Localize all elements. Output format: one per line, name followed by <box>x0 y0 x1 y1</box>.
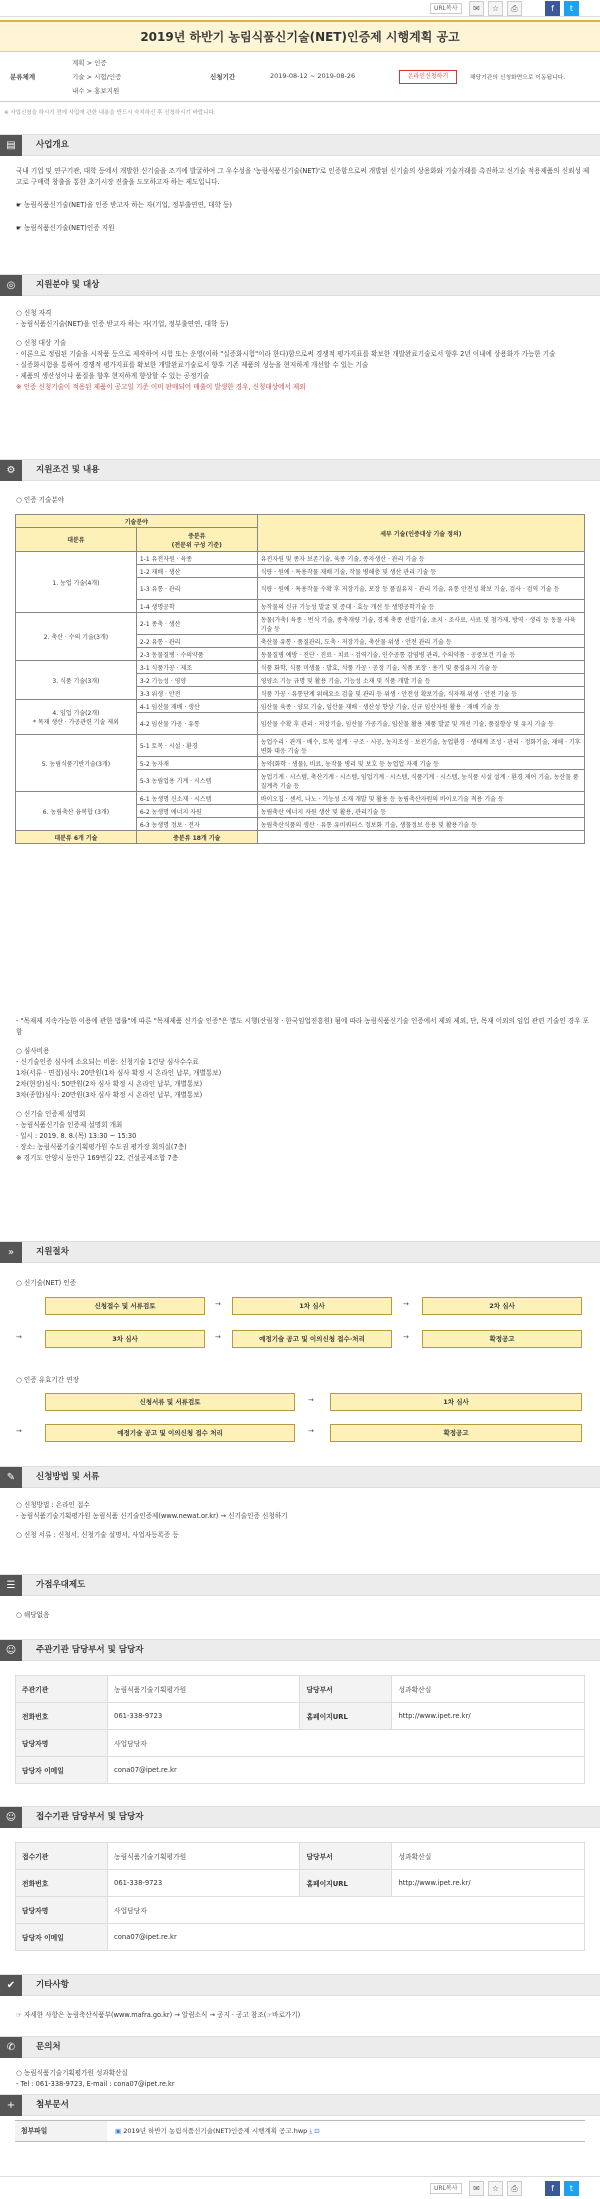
page-title: 2019년 하반기 농림식품신기술(NET)인증제 시행계획 공고 <box>0 20 600 52</box>
text-line: ※ 경기도 안양시 동안구 169번길 22, 건설공제조합 7층 <box>16 1154 179 1162</box>
recv-dept: 성과확산실 <box>392 1843 585 1870</box>
tech-detail-cell: 식품 화학, 식품 미생물 · 발효, 식품 가공 · 공정 기술, 식품 포장 · 용기 및 품질유지 기술 등 <box>257 661 584 674</box>
tech-minor-cell: 3-3 위생 · 안전 <box>136 687 257 700</box>
tech-minor-cell: 4-1 임산물 재배 · 생산 <box>136 700 257 713</box>
text-line: ○ 신청 대상 기술 <box>16 339 67 347</box>
tech-major-cell: 3. 식품 기술(3개) <box>16 661 137 700</box>
arrows-icon: » <box>0 1242 22 1263</box>
section-overview <box>0 134 600 156</box>
top-toolbar <box>0 0 600 17</box>
overview-body <box>16 166 591 234</box>
list-icon: ☰ <box>0 1575 22 1596</box>
section-scale <box>0 459 600 481</box>
tech-minor-cell: 2-1 종축 · 생산 <box>136 613 257 635</box>
text-line: · 장소: 농림식품기술기획평가원 수도권 평가장 회의실(7층) <box>16 1143 187 1151</box>
section-title: 사업개요 <box>36 140 69 150</box>
section-method <box>0 1466 600 1488</box>
plus-icon: + <box>0 2095 22 2116</box>
mail-icon[interactable]: ✉ <box>469 2181 484 2196</box>
category-value-2: 기술 > 시험/인증 <box>72 73 122 81</box>
procedure-sub1: ○ 신기술(NET) 인증 <box>16 1279 77 1287</box>
recv-dept-label: 담당부서 <box>300 1843 392 1870</box>
tech-table-h-detail: 세부 기술(인증대상 기술 정의) <box>257 515 584 552</box>
tech-detail-cell: 농림축산식품의 생산 · 유통 유비쿼터스 정보화 기술, 생물정보 응용 및 활용기술 등 <box>257 818 584 831</box>
facebook-icon[interactable]: f <box>545 1 560 16</box>
tech-detail-cell: 동물(가축) 육종 · 번식 기술, 종축개량 기술, 경제 축종 선발기술, 초지 · 조사료, 사료 및 첨가제, 방역 · 생리 등 동물 사육기술 등 <box>257 613 584 635</box>
arrow-right-icon: → <box>308 1427 314 1435</box>
section-contact <box>0 2036 600 2058</box>
twitter-icon[interactable]: t <box>564 2181 579 2196</box>
text-line: - 이론으로 정립된 기술을 시작품 등으로 제작하여 시험 또는 운영(이하 "실증화시험"이라 한다)함으로써 경쟁적 평가지표를 확보한 개발완료기술로서 향후 2년 이내에 상용화가 가능한 기술 <box>16 350 556 358</box>
tech-table-row <box>16 613 585 635</box>
host-org-label: 주관기관 <box>16 1676 108 1703</box>
flow-step: 1차 심사 <box>232 1297 392 1315</box>
flow-step: 3차 심사 <box>45 1330 205 1348</box>
tech-minor-cell: 1-1 유전자원 · 육종 <box>136 552 257 565</box>
recv-table <box>15 1842 585 1951</box>
print-icon[interactable]: ⎙ <box>507 2181 522 2196</box>
tech-detail-cell: 바이오칩 · 센서, 나노 · 기능성 소재 개발 및 활용 등 농림축산자원의 바이오기술 적용 기술 등 <box>257 792 584 805</box>
text-line: ○ 신청방법 : 온라인 접수 <box>16 1501 90 1509</box>
tech-minor-cell: 5-2 농자재 <box>136 757 257 770</box>
preview-icon[interactable]: ⊡ <box>314 2127 320 2135</box>
tech-detail-cell: 영양소 기능 규명 및 활용 기술, 기능성 소재 및 식품 개발 기술 등 <box>257 674 584 687</box>
tech-major-cell: 5. 농림식품기반기술(3개) <box>16 735 137 792</box>
recv-email-label: 담당자 이메일 <box>16 1924 108 1951</box>
procedure-sub2: ○ 인증 유효기간 연장 <box>16 1376 79 1384</box>
flow-step: 확정공고 <box>330 1424 582 1442</box>
attachment-row <box>15 2120 585 2142</box>
host-tel-label: 전화번호 <box>16 1703 108 1730</box>
recv-tel-label: 전화번호 <box>16 1870 108 1897</box>
tech-detail-cell: 축산물 유통 · 품질관리, 도축 · 저장기술, 축산물 위생 · 안전 관리 기술 등 <box>257 635 584 648</box>
apply-note: 해당기관의 신청화면으로 이동됩니다. <box>470 75 566 81</box>
attachment-label: 첨부파일 <box>15 2121 107 2141</box>
text-line: - 제품의 생산성이나 품질을 향후 현저하게 향상할 수 있는 공정기술 <box>16 372 210 380</box>
tech-minor-cell: 4-2 임산물 가공 · 유통 <box>136 713 257 735</box>
host-email-label: 담당자 이메일 <box>16 1757 108 1784</box>
tech-table-group: 기술분야 <box>16 515 258 528</box>
recv-org-label: 접수기관 <box>16 1843 108 1870</box>
category-value-3: 내수 > 홍보지원 <box>72 87 120 95</box>
tech-minor-cell: 5-3 농림업용 기계 · 시스템 <box>136 770 257 792</box>
text-line: ○ 신기술 인증제 설명회 <box>16 1110 86 1118</box>
tech-minor-cell: 2-3 동물질병 · 수의약품 <box>136 648 257 661</box>
host-url-label: 홈페이지URL <box>300 1703 392 1730</box>
arrow-right-icon: → <box>215 1300 221 1308</box>
method-body <box>16 1500 591 1541</box>
pencil-icon: ✎ <box>0 1467 22 1488</box>
tech-table-h-major: 대분류 <box>16 528 137 552</box>
arrow-right-icon: → <box>403 1333 409 1341</box>
section-files <box>0 2094 600 2116</box>
tech-detail-cell: 식품 가공 · 유통단계 위해요소 검출 및 관리 등 위생 · 안전성 확보기술, 식자재 위생 · 안전 기술 등 <box>257 687 584 700</box>
bookmark-icon[interactable]: ☆ <box>488 1 503 16</box>
section-title: 가점우대제도 <box>36 1580 86 1590</box>
person-icon: ☺ <box>0 1640 22 1661</box>
text-line: - 농림식품신기술 인증제 설명회 개최 <box>16 1121 123 1129</box>
tech-minor-cell: 3-2 기능성 · 영양 <box>136 674 257 687</box>
flow-step: 신청서류 및 서류검토 <box>45 1393 295 1411</box>
host-dept: 성과확산실 <box>392 1676 585 1703</box>
section-title: 지원조건 및 내용 <box>36 465 100 475</box>
host-person: 사업담당자 <box>108 1730 585 1757</box>
text-line: - 농림식품기술기획평가원 농림식품 신기술인증제(www.newat.or.kr) → 신기술인증 신청하기 <box>16 1512 288 1520</box>
overview-text: 국내 기업 및 연구기관, 대학 등에서 개발한 신기술을 조기에 발굴하여 그 우수성을 '농림식품신기술(NET)'로 인증함으로써 개발된 신기술의 상용화와 기술거래를 촉진하고 신기술 적용제품의 신뢰성 제고로 구매력 창출을 통한 초기시장 진출을 도모하고자 하는 제도입니다. <box>16 167 590 186</box>
category-label: 분류체계 <box>10 73 36 81</box>
section-title: 문의처 <box>36 2042 61 2052</box>
tech-minor-cell: 2-2 유통 · 관리 <box>136 635 257 648</box>
recv-tel: 061-338-9723 <box>108 1870 300 1897</box>
section-target <box>0 274 600 296</box>
bottom-toolbar <box>0 2176 600 2199</box>
url-copy-button[interactable]: URL복사 <box>430 3 462 14</box>
tech-detail-cell: 농림축산 에너지 자원 생산 및 활용, 관리기술 등 <box>257 805 584 818</box>
section-title: 주관기관 담당부서 및 담당자 <box>36 1645 144 1655</box>
online-apply-button[interactable]: 온라인신청하기 <box>399 70 457 84</box>
section-title: 지원절차 <box>36 1247 69 1257</box>
tech-minor-cell: 3-1 식품가공 · 제조 <box>136 661 257 674</box>
recv-org: 농림식품기술기획평가원 <box>108 1843 300 1870</box>
text-line: ○ 신청 자격 <box>16 309 52 317</box>
tech-minor-cell: 6-2 농생명 에너지 자원 <box>136 805 257 818</box>
section-host <box>0 1639 600 1661</box>
tech-detail-cell: 농업수리 · 관개 · 배수, 토목 설계 · 구조 · 시공, 농지조성 · 보전기술, 농업환경 · 생태계 조성 · 관리 · 정화기술, 재해 · 기후변화 대응 기술 등 <box>257 735 584 757</box>
url-copy-button[interactable]: URL복사 <box>430 2183 462 2194</box>
attachment-file[interactable] <box>115 2121 320 2141</box>
overview-bullet: ☛ 농림식품신기술(NET)을 인증 받고자 하는 자(기업, 정부출연연, 대학 등) <box>16 201 232 209</box>
host-email: cona07@ipet.re.kr <box>108 1757 585 1784</box>
extra-body: ○ 해당없음 <box>16 1611 50 1619</box>
tech-table <box>15 514 585 844</box>
print-icon[interactable]: ⎙ <box>507 1 522 16</box>
period-label: 신청기간 <box>210 73 236 81</box>
section-recv <box>0 1806 600 1828</box>
mail-icon[interactable]: ✉ <box>469 1 484 16</box>
host-dept-label: 담당부서 <box>300 1676 392 1703</box>
arrow-right-icon: → <box>308 1396 314 1404</box>
tech-minor-cell: 6-3 농생명 정보 · 전자 <box>136 818 257 831</box>
text-line: ※ 인증 신청기술이 적용된 제품이 공고일 기준 이미 판매되어 매출이 발생한 경우, 신청대상에서 제외 <box>16 383 306 391</box>
bookmark-icon[interactable]: ☆ <box>488 2181 503 2196</box>
section-title: 기타사항 <box>36 1980 69 1990</box>
arrow-right-icon: → <box>403 1300 409 1308</box>
flow-step: 2차 심사 <box>422 1297 582 1315</box>
text-line: 3차(종합)심사: 20만원(3차 심사 확정 시 온라인 납부, 개별통보) <box>16 1091 203 1099</box>
tech-major-cell: 1. 농업 기술(4개) <box>16 552 137 613</box>
tech-table-row <box>16 700 585 713</box>
person-icon: ☺ <box>0 1807 22 1828</box>
speech-icon: ✆ <box>0 2037 22 2058</box>
flow-step: 예정기술 공고 및 이의신청 접수 처리 <box>45 1424 295 1442</box>
info-table <box>0 52 600 102</box>
arrow-right-icon: → <box>16 1333 22 1341</box>
recv-person: 사업담당자 <box>108 1897 585 1924</box>
recv-url-link[interactable]: http://www.ipet.re.kr/ <box>392 1870 585 1897</box>
recv-url-label: 홈페이지URL <box>300 1870 392 1897</box>
hwp-file-icon: ▣ <box>115 2127 122 2135</box>
section-etc <box>0 1974 600 1996</box>
section-title: 신청방법 및 서류 <box>36 1472 100 1482</box>
tech-detail-cell: 농작물의 신규 기능성 발굴 및 증대 · 효능 개선 등 생명공학기술 등 <box>257 600 584 613</box>
tech-detail-cell: 유전자원 및 종자 보존기술, 육종 기술, 종자생산 · 관리 기술 등 <box>257 552 584 565</box>
period-value: 2019-08-12 ~ 2019-08-26 <box>270 72 356 80</box>
tech-major-cell: 4. 임업 기술(2개) * 목재 생산 · 가공관련 기술 제외 <box>16 700 137 735</box>
category-value-1: 계획 > 인증 <box>72 59 107 67</box>
attachment-file-name[interactable]: 2019년 하반기 농림식품신기술(NET)인증제 시행계획 공고.hwp <box>123 2127 308 2135</box>
tech-table-row <box>16 552 585 565</box>
recv-email: cona07@ipet.re.kr <box>108 1924 585 1951</box>
tech-table-row <box>16 661 585 674</box>
tech-minor-cell: 1-2 재배 · 생산 <box>136 565 257 578</box>
tech-minor-cell: 6-1 농생명 신소재 · 시스템 <box>136 792 257 805</box>
arrow-right-icon: → <box>215 1333 221 1341</box>
etc-body[interactable]: ☞ 자세한 사항은 농림축산식품부(www.mafra.go.kr) → 알림소식 → 공지 · 공고 참조(☞바로가기) <box>16 2011 301 2019</box>
tech-detail-cell: 농약(화학 · 생물), 비료, 농작물 병리 및 보호 등 농업업 자재 기술 등 <box>257 757 584 770</box>
tech-detail-cell: 식량 · 원예 · 특용작물 수확 후 저장기술, 포장 등 품질유지 · 관리 기술, 유통 안전성 확보 기술, 검사 · 검역 기술 등 <box>257 578 584 600</box>
flow-step: 확정공고 <box>422 1330 582 1348</box>
tech-minor-cell: 1-4 생명공학 <box>136 600 257 613</box>
document-icon: ▤ <box>0 135 22 156</box>
scale-intro: ○ 인증 기술분야 <box>16 496 65 504</box>
text-line: · 일시 : 2019. 8. 8.(목) 13:30 ~ 15:30 <box>16 1132 137 1140</box>
flow-step: 1차 심사 <box>330 1393 582 1411</box>
section-procedure <box>0 1241 600 1263</box>
tech-table-row <box>16 735 585 757</box>
section-title: 첨부문서 <box>36 2100 69 2110</box>
tech-detail-cell: 임산물 수확 후 관리 · 저장기술, 임산물 가공기술, 임산물 활용 제품 발굴 및 개선 기술, 품질향상 및 유지 기술 등 <box>257 713 584 735</box>
tech-minor-cell: 5-1 토목 · 시설 · 환경 <box>136 735 257 757</box>
text-line: 2차(현장)심사: 50만원(2차 심사 확정 시 온라인 납부, 개별통보) <box>16 1080 203 1088</box>
host-table <box>15 1675 585 1784</box>
tech-detail-cell: 동물질병 예방 · 진단 · 진료 · 치료 · 검역기술, 인수공통 감염병 관리, 수의약품 · 공중보건 기술 등 <box>257 648 584 661</box>
target-body <box>16 308 591 393</box>
download-icon[interactable]: ⤓ <box>309 2127 313 2135</box>
text-line: - 농림식품신기술(NET)을 인증 받고자 하는 자(기업, 정부출연연, 대학 등) <box>16 320 229 328</box>
tech-table-footer-minor: 중분류 18개 기술 <box>136 831 257 844</box>
twitter-icon[interactable]: t <box>564 1 579 16</box>
tech-detail-cell: 임산물 육종 · 양묘 기술, 임산물 재배 · 생산성 향상 기술, 신규 임산자원 활용 · 재배 기술 등 <box>257 700 584 713</box>
text-line: - Tel : 061-338-9723, E-mail : cona07@ipet.re.kr <box>16 2080 175 2088</box>
flow-step: 신청접수 및 서류검토 <box>45 1297 205 1315</box>
text-line: - 실증화시험을 통하여 경쟁적 평가지표를 확보한 개발완료기술로서 향후 기존 제품의 성능을 현저하게 개선할 수 있는 기술 <box>16 361 369 369</box>
host-person-label: 담당자명 <box>16 1730 108 1757</box>
text-line: ○ 농림식품기술기획평가원 성과확산실 <box>16 2069 128 2077</box>
arrow-right-icon: → <box>16 1427 22 1435</box>
section-title: 지원분야 및 대상 <box>36 280 100 290</box>
tech-major-cell: 6. 농림축산 융복합 (3개) <box>16 792 137 831</box>
text-line: - 신기술인증 심사에 소요되는 비용: 신청기술 1건당 심사수수료 <box>16 1058 199 1066</box>
text-line: - "목재제 지속가능한 이용에 관한 법률"에 따른 "목재제품 신기술 인증"은 별도 시행(산림청 · 한국임업진흥원) 됨에 따라 농림식품신기술 인증에서 제외 제외, 단, 목재 이외의 임업 관련 기술인 경우 포함 <box>16 1017 589 1036</box>
target-icon: ◎ <box>0 275 22 296</box>
gear-icon: ⚙ <box>0 460 22 481</box>
tech-detail-cell: 농업기계 · 시스템, 축산기계 · 시스템, 임업기계 · 시스템, 식품기계 · 시스템, 농식품 시설 설계 · 환경 제어 기술, 농산물 품질계측 기술 등 <box>257 770 584 792</box>
contact-body <box>16 2068 591 2090</box>
check-icon: ✔ <box>0 1975 22 1996</box>
tech-detail-cell: 식량 · 원예 · 특용작물 재배 기술, 작물 병해충 및 생산 관리 기술 등 <box>257 565 584 578</box>
tech-table-h-minor: 중분류 (전문위 구성 기준) <box>136 528 257 552</box>
scale-after <box>16 1016 591 1164</box>
text-line: 1차(서류 · 면접)심사: 20만원(1차 심사 확정 시 온라인 납부, 개별통보) <box>16 1069 222 1077</box>
text-line: ○ 심사비용 <box>16 1047 50 1055</box>
host-org: 농림식품기술기획평가원 <box>108 1676 300 1703</box>
facebook-icon[interactable]: f <box>545 2181 560 2196</box>
section-extra <box>0 1574 600 1596</box>
tech-minor-cell: 1-3 유통 · 관리 <box>136 578 257 600</box>
notice-text: ※ 사업신청을 하시기 전에 사업에 관한 내용을 반드시 숙지하신 후 신청하시기 바랍니다. <box>4 110 216 116</box>
tech-major-cell: 2. 축산 · 수의 기술(3개) <box>16 613 137 661</box>
recv-person-label: 담당자명 <box>16 1897 108 1924</box>
tech-table-row <box>16 792 585 805</box>
host-tel: 061-338-9723 <box>108 1703 300 1730</box>
overview-bullet: ☛ 농림식품신기술(NET)인증 지원 <box>16 224 115 232</box>
tech-table-footer-major: 대분류 6개 기술 <box>16 831 137 844</box>
flow-step: 예정기술 공고 및 이의신청 접수·처리 <box>232 1330 392 1348</box>
text-line: ○ 신청 서류 : 신청서, 신청기술 설명서, 사업자등록증 등 <box>16 1531 179 1539</box>
section-title: 접수기관 담당부서 및 담당자 <box>36 1812 144 1822</box>
host-url-link[interactable]: http://www.ipet.re.kr/ <box>392 1703 585 1730</box>
